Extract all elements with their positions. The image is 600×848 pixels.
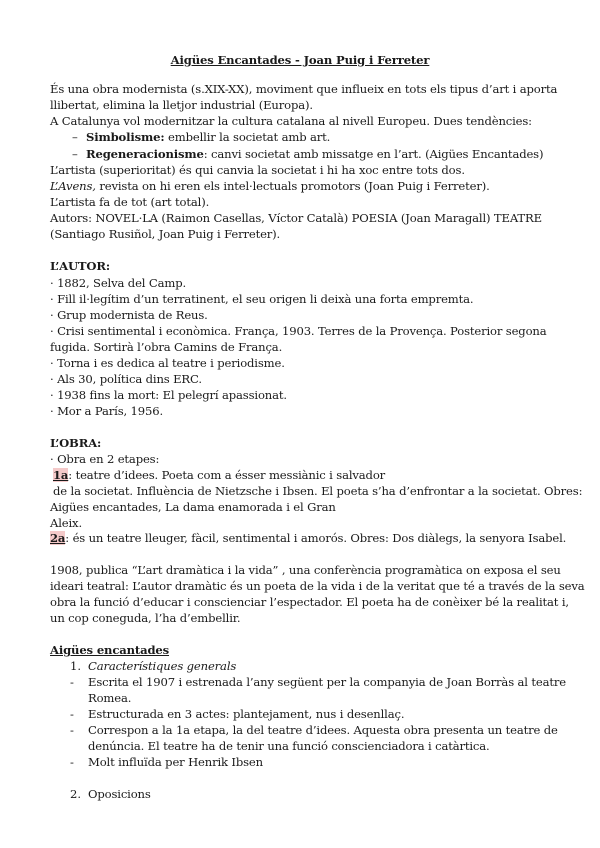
intro-line-9: Autors: NOVEL·LA (Raimon Casellas, Víctor Català) POESIA (Joan Maragall) TEATRE — [50, 211, 542, 225]
intro-line-10: (Santiago Rusiñol, Joan Puig i Ferreter). — [50, 227, 281, 241]
caract-line: Romea. — [88, 691, 132, 705]
obra-line: Aigües encantades, La dama enamorada i el Gran — [50, 500, 336, 514]
etapa-1-text: : teatre d’idees. Poeta com a ésser messiànic i salvador — [68, 468, 386, 482]
caract-line: Correspon a la 1a etapa, la del teatre d’idees. Aquesta obra presenta un teatre de — [88, 723, 558, 737]
para-1908-line: ideari teatral: L’autor dramàtic és un poeta de la vida i de la veritat que té a través de la seva — [50, 579, 585, 593]
aigues-heading: Aigües encantades — [50, 643, 170, 657]
autor-heading: L’AUTOR: — [50, 259, 110, 273]
autor-line: · Crisi sentimental i econòmica. França, 1903. Terres de la Provença. Posterior segona — [50, 324, 547, 338]
magazine-name: L’Avens, — [50, 179, 96, 193]
list-number: 2. — [70, 787, 82, 801]
document-title: Aigües Encantades - Joan Puig i Ferreter — [170, 53, 430, 67]
autor-line: · Mor a París, 1956. — [50, 404, 163, 418]
caract-line: Escrita el 1907 i estrenada l’any següent per la companyia de Joan Borràs al teatre — [88, 675, 566, 689]
para-1908-line: obra la funció d’educar i conscienciar l’espectador. El poeta ha de conèixer bé la realitat i, — [50, 595, 569, 609]
tendency-text: : canvi societat amb missatge en l’art. (Aigües Encantades) — [203, 147, 544, 161]
autor-line: · Torna i es dedica al teatre i periodisme. — [50, 356, 285, 370]
obra-line: de la societat. Influència de Nietzsche i Ibsen. El poeta s’ha d’enfrontar a la societat. Obres: — [53, 484, 583, 498]
para-1908-line: un cop coneguda, l’ha d’embellir. — [50, 611, 241, 625]
intro-line-8: L’artista fa de tot (art total). — [50, 195, 210, 209]
tendency-label: Simbolisme: — [86, 130, 165, 144]
caract-line: Molt influïda per Henrik Ibsen — [88, 755, 263, 769]
para-1908-line: 1908, publica “L’art dramàtica i la vida” , una conferència programàtica on exposa el seu — [50, 563, 561, 577]
autor-line: · 1938 fins la mort: El pelegrí apassionat. — [50, 388, 287, 402]
autor-line: · Fill il·legítim d’un terratinent, el seu origen li deixà una forta empremta. — [50, 292, 474, 306]
etapa-1-label: 1a — [53, 468, 69, 482]
autor-line: · Grup modernista de Reus. — [50, 308, 208, 322]
etapa-2 — [50, 531, 566, 545]
tendency-regeneracionisme — [86, 147, 543, 161]
obra-heading: L’OBRA: — [50, 436, 102, 450]
autor-line: fugida. Sortirà l’obra Camins de França. — [50, 340, 283, 354]
etapa-2-label: 2a — [50, 531, 66, 545]
obra-line: · Obra en 2 etapes: — [50, 452, 160, 466]
intro-line-3: A Catalunya vol modernitzar la cultura catalana al nivell Europeu. Dues tendències: — [50, 114, 532, 128]
caract-line: denúncia. El teatre ha de tenir una funció conscienciadora i catàrtica. — [88, 739, 490, 753]
etapa-2-text: : és un teatre lleuger, fàcil, sentimental i amorós. Obres: Dos diàlegs, la senyora Isabel. — [65, 531, 567, 545]
autor-line: · Als 30, política dins ERC. — [50, 372, 202, 386]
intro-line-2: llibertat, elimina la lletjor industrial (Europa). — [50, 98, 313, 112]
caract-line: Estructurada en 3 actes: plantejament, nus i desenllaç. — [88, 707, 405, 721]
tendency-simbolisme — [86, 130, 330, 144]
dash-marker: - — [70, 723, 74, 737]
intro-line-6: L’artista (superioritat) és qui canvia la societat i hi ha xoc entre tots dos. — [50, 163, 465, 177]
dash-marker: - — [70, 707, 74, 721]
list-number: 1. — [70, 659, 82, 673]
dash-marker: - — [70, 755, 74, 769]
dash-marker: – — [72, 130, 78, 144]
tendency-label: Regeneracionisme — [86, 147, 204, 161]
intro-line-7 — [50, 179, 490, 193]
dash-marker: - — [70, 675, 74, 689]
list-item-oposicions: Oposicions — [88, 787, 151, 801]
intro-line-7-text: revista on hi eren els intel·lectuals promotors (Joan Puig i Ferreter). — [95, 179, 490, 193]
tendency-text: embellir la societat amb art. — [164, 130, 331, 144]
list-item-caracteristiques: Característiques generals — [88, 659, 237, 673]
dash-marker: – — [72, 147, 78, 161]
obra-line: Aleix. — [50, 516, 82, 530]
intro-line-1: És una obra modernista (s.XIX-XX), moviment que influeix en tots els tipus d’art i aporta — [50, 82, 558, 96]
autor-line: · 1882, Selva del Camp. — [50, 276, 187, 290]
etapa-1 — [53, 468, 385, 482]
